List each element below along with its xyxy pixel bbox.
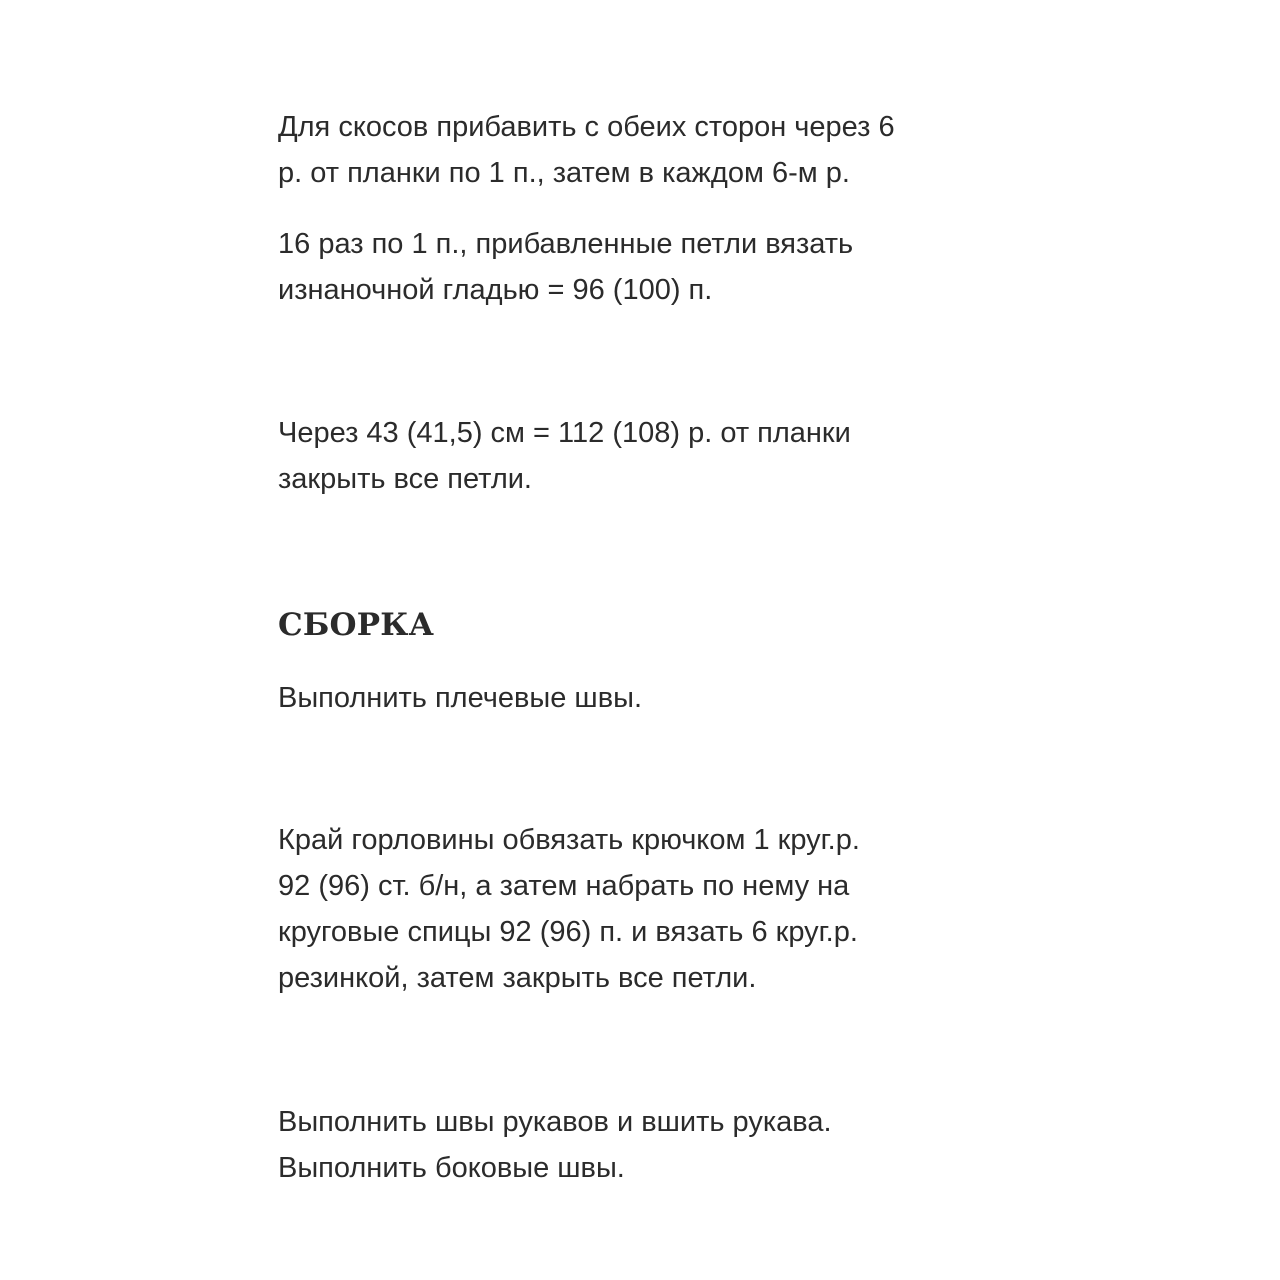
- paragraph-bevel-increases: Для скосов прибавить с обеих сторон через 6 р. от планки по 1 п., затем в каждом 6-м р.: [278, 111, 895, 189]
- paragraph-increase-repeats: 16 раз по 1 п., прибавленные петли вязать изнаночной гладью = 96 (100) п.: [278, 228, 854, 306]
- paragraph-neckline: Край горловины обвязать крючком 1 круг.р. 92 (96) ст. б/н, а затем набрать по нему на круговые спицы 92 (96) п. и вязать 6 круг.р. резинкой, затем закрыть все петли.: [278, 824, 860, 994]
- paragraph-bind-off: Через 43 (41,5) см = 112 (108) р. от планки закрыть все петли.: [278, 417, 851, 495]
- paragraph-shoulder-seams: Выполнить плечевые швы.: [278, 682, 643, 714]
- section-heading-assembly: СБОРКА: [278, 607, 435, 643]
- paragraph-sleeves-side-seams: Выполнить швы рукавов и вшить рукава. Выполнить боковые швы.: [278, 1106, 832, 1184]
